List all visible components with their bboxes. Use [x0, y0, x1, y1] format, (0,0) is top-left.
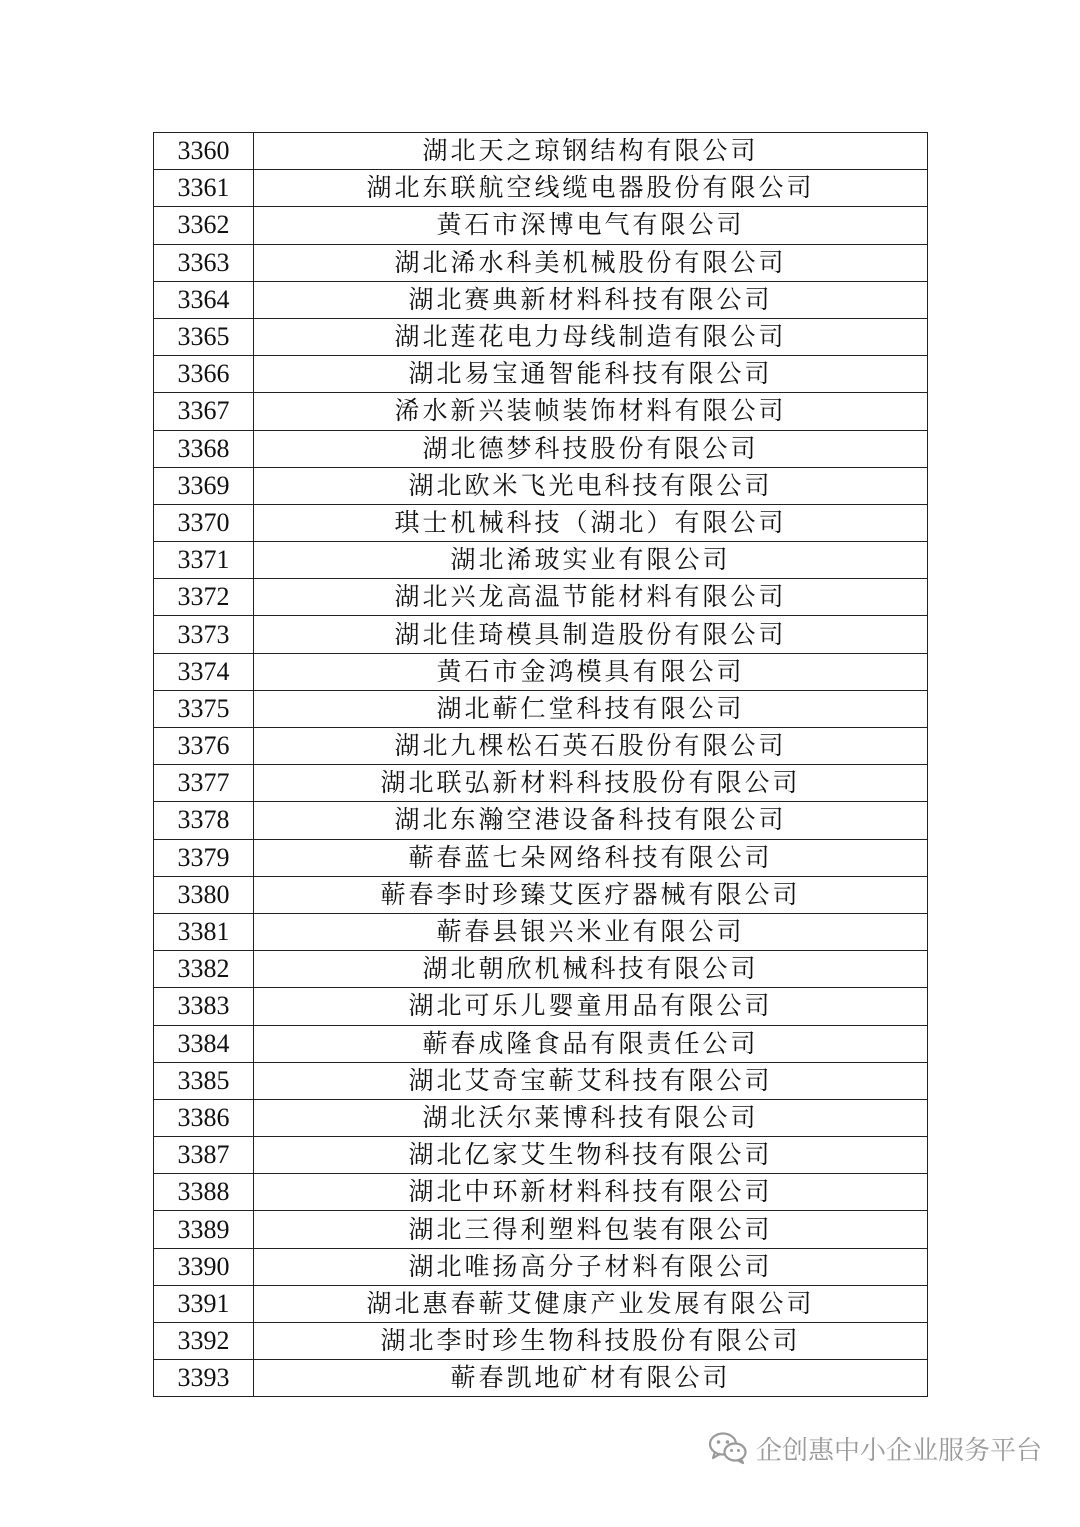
row-number: 3393 [154, 1360, 254, 1397]
table-row [154, 653, 928, 690]
table-row [154, 281, 928, 318]
company-name: 湖北中环新材料科技有限公司 [254, 1174, 928, 1211]
table-row [154, 1062, 928, 1099]
company-name: 湖北可乐儿婴童用品有限公司 [254, 988, 928, 1025]
row-number: 3378 [154, 802, 254, 839]
company-name: 湖北佳琦模具制造股份有限公司 [254, 616, 928, 653]
table-row [154, 1248, 928, 1285]
row-number: 3375 [154, 690, 254, 727]
company-name: 湖北东瀚空港设备科技有限公司 [254, 802, 928, 839]
company-name: 湖北朝欣机械科技有限公司 [254, 951, 928, 988]
company-name: 湖北赛典新材料科技有限公司 [254, 281, 928, 318]
table-row [154, 467, 928, 504]
row-number: 3391 [154, 1285, 254, 1322]
company-name: 湖北莲花电力母线制造有限公司 [254, 318, 928, 355]
table-row [154, 802, 928, 839]
watermark-text: 企创惠中小企业服务平台 [755, 1435, 1042, 1466]
row-number: 3368 [154, 430, 254, 467]
row-number: 3361 [154, 170, 254, 207]
row-number: 3392 [154, 1323, 254, 1360]
table-body [154, 133, 928, 1397]
company-name: 湖北天之琼钢结构有限公司 [254, 133, 928, 170]
row-number: 3390 [154, 1248, 254, 1285]
company-name: 蕲春成隆食品有限责任公司 [254, 1025, 928, 1062]
table-row [154, 1323, 928, 1360]
row-number: 3383 [154, 988, 254, 1025]
table-row [154, 504, 928, 541]
row-number: 3382 [154, 951, 254, 988]
table-row [154, 690, 928, 727]
company-name: 湖北易宝通智能科技有限公司 [254, 356, 928, 393]
company-name: 湖北李时珍生物科技股份有限公司 [254, 1323, 928, 1360]
company-name: 浠水新兴装帧装饰材料有限公司 [254, 393, 928, 430]
table-row [154, 170, 928, 207]
company-name: 湖北联弘新材料科技股份有限公司 [254, 765, 928, 802]
watermark [708, 1428, 1042, 1468]
table-row [154, 1285, 928, 1322]
row-number: 3364 [154, 281, 254, 318]
row-number: 3386 [154, 1099, 254, 1136]
table-row [154, 1137, 928, 1174]
table-row [154, 1211, 928, 1248]
table-row [154, 1174, 928, 1211]
table-row [154, 133, 928, 170]
company-name: 蕲春蓝七朵网络科技有限公司 [254, 839, 928, 876]
company-name: 湖北唯扬高分子材料有限公司 [254, 1248, 928, 1285]
row-number: 3363 [154, 244, 254, 281]
table-row [154, 913, 928, 950]
row-number: 3379 [154, 839, 254, 876]
table-row [154, 244, 928, 281]
table-row [154, 988, 928, 1025]
table-row [154, 393, 928, 430]
company-name: 蕲春李时珍臻艾医疗器械有限公司 [254, 876, 928, 913]
table-row [154, 579, 928, 616]
row-number: 3360 [154, 133, 254, 170]
table-row [154, 542, 928, 579]
company-name: 湖北东联航空线缆电器股份有限公司 [254, 170, 928, 207]
row-number: 3373 [154, 616, 254, 653]
company-name: 湖北蕲仁堂科技有限公司 [254, 690, 928, 727]
company-name: 湖北沃尔莱博科技有限公司 [254, 1099, 928, 1136]
row-number: 3388 [154, 1174, 254, 1211]
company-name: 湖北兴龙高温节能材料有限公司 [254, 579, 928, 616]
company-name: 湖北欧米飞光电科技有限公司 [254, 467, 928, 504]
row-number: 3366 [154, 356, 254, 393]
table-row [154, 207, 928, 244]
row-number: 3374 [154, 653, 254, 690]
table-row [154, 728, 928, 765]
row-number: 3365 [154, 318, 254, 355]
wechat-icon [708, 1431, 748, 1465]
company-name: 湖北亿家艾生物科技有限公司 [254, 1137, 928, 1174]
company-name: 湖北三得利塑料包装有限公司 [254, 1211, 928, 1248]
row-number: 3389 [154, 1211, 254, 1248]
row-number: 3367 [154, 393, 254, 430]
row-number: 3387 [154, 1137, 254, 1174]
row-number: 3376 [154, 728, 254, 765]
company-name: 湖北德梦科技股份有限公司 [254, 430, 928, 467]
row-number: 3371 [154, 542, 254, 579]
company-name: 蕲春凯地矿材有限公司 [254, 1360, 928, 1397]
company-name: 湖北艾奇宝蕲艾科技有限公司 [254, 1062, 928, 1099]
row-number: 3384 [154, 1025, 254, 1062]
company-name: 黄石市金鸿模具有限公司 [254, 653, 928, 690]
row-number: 3372 [154, 579, 254, 616]
table-row [154, 430, 928, 467]
table-row [154, 951, 928, 988]
company-name: 湖北浠水科美机械股份有限公司 [254, 244, 928, 281]
company-name: 黄石市深博电气有限公司 [254, 207, 928, 244]
row-number: 3380 [154, 876, 254, 913]
row-number: 3385 [154, 1062, 254, 1099]
row-number: 3370 [154, 504, 254, 541]
row-number: 3377 [154, 765, 254, 802]
company-name: 湖北九棵松石英石股份有限公司 [254, 728, 928, 765]
table-row [154, 876, 928, 913]
table-row [154, 318, 928, 355]
table-row [154, 765, 928, 802]
company-list-table [153, 132, 928, 1397]
company-name: 蕲春县银兴米业有限公司 [254, 913, 928, 950]
table-row [154, 839, 928, 876]
table-row [154, 1025, 928, 1062]
company-name: 湖北惠春蕲艾健康产业发展有限公司 [254, 1285, 928, 1322]
table-row [154, 1099, 928, 1136]
company-name: 琪士机械科技（湖北）有限公司 [254, 504, 928, 541]
table-row [154, 616, 928, 653]
row-number: 3362 [154, 207, 254, 244]
row-number: 3381 [154, 913, 254, 950]
table-row [154, 1360, 928, 1397]
table-row [154, 356, 928, 393]
row-number: 3369 [154, 467, 254, 504]
company-name: 湖北浠玻实业有限公司 [254, 542, 928, 579]
